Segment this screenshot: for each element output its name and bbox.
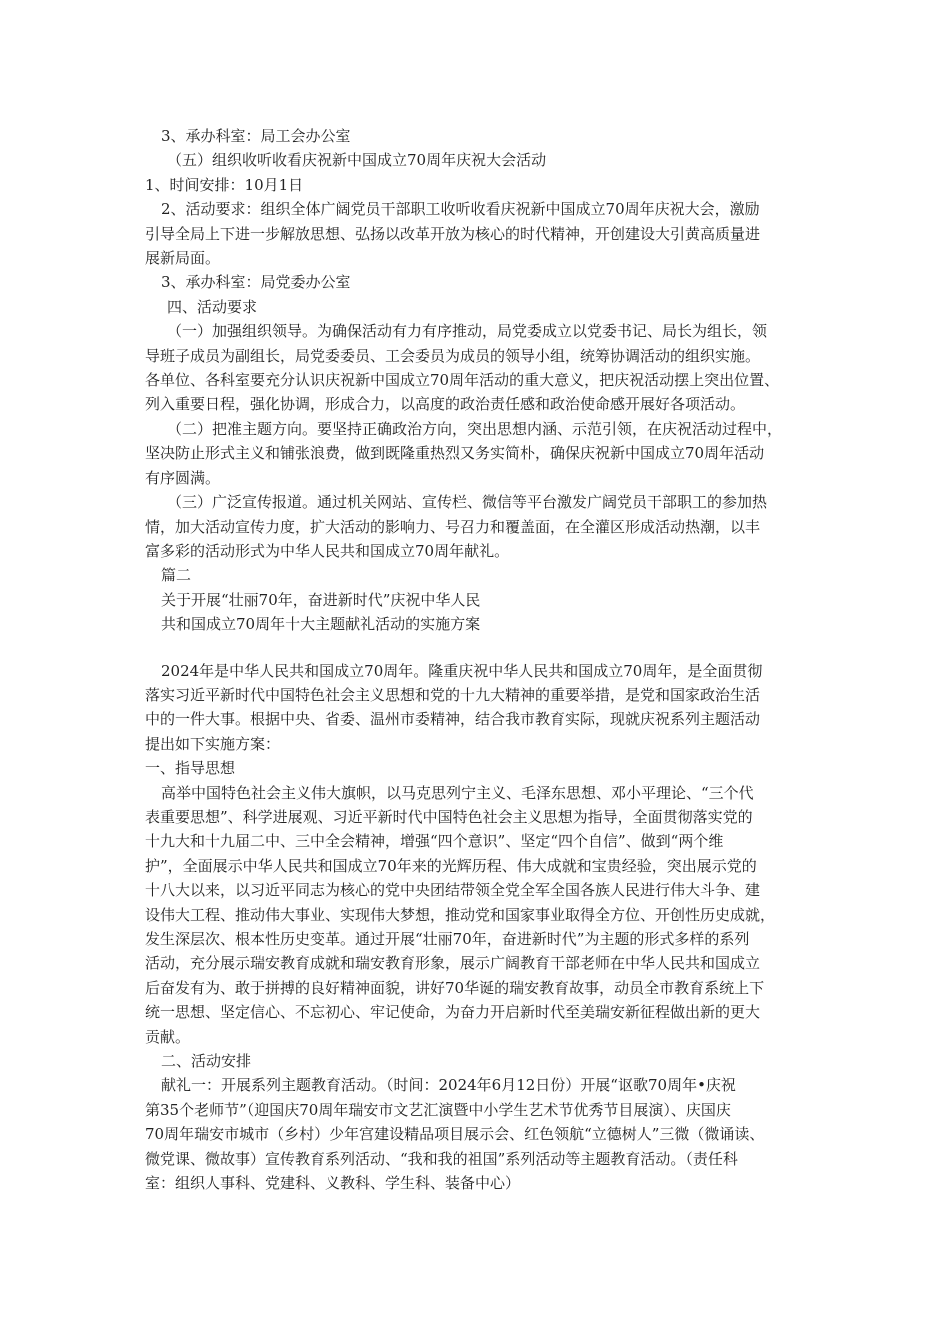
text-line: 后奋发有为、敢于拼搏的良好精神面貌，讲好70华诞的瑞安教育故事，动员全市教育系统上下 — [145, 978, 765, 997]
document-title-line-1: 关于开展“壮丽70年，奋进新时代”庆祝中华人民 — [161, 590, 481, 609]
text-line: 1、时间安排：10月1日 — [145, 175, 304, 194]
text-line: 十八大以来，以习近平同志为核心的党中央团结带领全党全军全国各族人民进行伟大斗争、建 — [145, 881, 761, 900]
text-line: 富多彩的活动形式为中华人民共和国成立70周年献礼。 — [145, 541, 510, 560]
text-line: 落实习近平新时代中国特色社会主义思想和党的十九大精神的重要举措，是党和国家政治生活 — [145, 685, 761, 704]
text-line: 各单位、各科室要充分认识庆祝新中国成立70周年活动的重大意义，把庆祝活动摆上突出位置、 — [145, 371, 780, 390]
text-line: 献礼一：开展系列主题教育活动。（时间：2024年6月12日份）开展“讴歌70周年•庆祝 — [161, 1076, 736, 1095]
text-line: 引导全局上下进一步解放思想、弘扬以改革开放为核心的时代精神，开创建设大引黄高质量进 — [145, 224, 761, 243]
text-line: 展新局面。 — [145, 249, 221, 268]
section-heading: （五）组织收听收看庆祝新中国成立70周年庆祝大会活动 — [167, 151, 547, 170]
text-line: 导班子成员为副组长，局党委委员、工会委员为成员的领导小组，统筹协调活动的组织实施。 — [145, 346, 761, 365]
text-line: 第35个老师节”（迎国庆70周年瑞安市文艺汇演暨中小学生艺术节优秀节目展演）、庆国庆 — [145, 1100, 731, 1119]
text-line: 设伟大工程、推动伟大事业、实现伟大梦想，推动党和国家事业取得全方位、开创性历史成就， — [145, 905, 776, 924]
text-line: 有序圆满。 — [145, 468, 221, 487]
spacer — [145, 637, 820, 659]
document-title-line-2: 共和国成立70周年十大主题献礼活动的实施方案 — [161, 615, 481, 634]
text-line: 表重要思想”、科学进展观、习近平新时代中国特色社会主义思想为指导，全面贯彻落实党的 — [145, 807, 753, 826]
section-heading: 二、活动安排 — [161, 1052, 252, 1071]
text-line: 微党课、微故事）宣传教育系列活动、“我和我的祖国”系列活动等主题教育活动。（责任科 — [145, 1149, 738, 1168]
part-label: 篇二 — [161, 566, 192, 585]
text-line: 室：组织人事科、党建科、义教科、学生科、装备中心） — [145, 1174, 521, 1193]
text-line: 70周年瑞安市城市（乡村）少年宫建设精品项目展示会、红色领航“立德树人”三微（微诵读、 — [145, 1125, 765, 1144]
text-line: 3、承办科室：局党委办公室 — [161, 273, 351, 292]
text-line: 情，加大活动宣传力度，扩大活动的影响力、号召力和覆盖面，在全灌区形成活动热潮，以丰 — [145, 517, 761, 536]
section-heading: 四、活动要求 — [167, 297, 258, 316]
text-line: 坚决防止形式主义和铺张浪费，做到既隆重热烈又务实简朴，确保庆祝新中国成立70周年活动 — [145, 444, 765, 463]
text-line: 提出如下实施方案： — [145, 734, 281, 753]
text-line: 中的一件大事。根据中央、省委、温州市委精神，结合我市教育实际，现就庆祝系列主题活动 — [145, 710, 761, 729]
text-line: 高举中国特色社会主义伟大旗帜，以马克思列宁主义、毛泽东思想、邓小平理论、“三个代 — [161, 783, 754, 802]
text-line: 发生深层次、根本性历史变革。通过开展“壮丽70年，奋进新时代”为主题的形式多样的系列 — [145, 930, 750, 948]
text-line: （三）广泛宣传报道。通过机关网站、宣传栏、微信等平台激发广阔党员干部职工的参加热 — [167, 493, 768, 512]
text-line: （二）把准主题方向。要坚持正确政治方向，突出思想内涵、示范引领，在庆祝活动过程中， — [167, 419, 783, 438]
text-line: 十九大和十九届二中、三中全会精神，增强“四个意识”、坚定“四个自信”、做到“两个维 — [145, 832, 724, 851]
text-line: 统一思想、坚定信心、不忘初心、牢记使命，为奋力开启新时代至美瑞安新征程做出新的更大 — [145, 1003, 761, 1022]
text-line: （一）加强组织领导。为确保活动有力有序推动，局党委成立以党委书记、局长为组长，领 — [167, 322, 768, 341]
text-line: 2024年是中华人民共和国成立70周年。隆重庆祝中华人民共和国成立70周年，是全面贯彻 — [161, 661, 763, 680]
text-line: 2、活动要求：组织全体广阔党员干部职工收听收看庆祝新中国成立70周年庆祝大会，激励 — [161, 200, 760, 219]
text-line: 活动，充分展示瑞安教育成就和瑞安教育形象，展示广阔教育干部老师在中华人民共和国成立 — [145, 954, 761, 973]
text-line: 护”，全面展示中华人民共和国成立70年来的光辉历程、伟大成就和宝贵经验，突出展示党的 — [145, 856, 757, 875]
text-line: 列入重要日程，强化协调，形成合力，以高度的政治责任感和政治使命感开展好各项活动。 — [145, 395, 746, 414]
text-line: 贡献。 — [145, 1027, 191, 1046]
text-line: 3、承办科室：局工会办公室 — [161, 127, 351, 145]
section-heading: 一、指导思想 — [145, 759, 236, 778]
